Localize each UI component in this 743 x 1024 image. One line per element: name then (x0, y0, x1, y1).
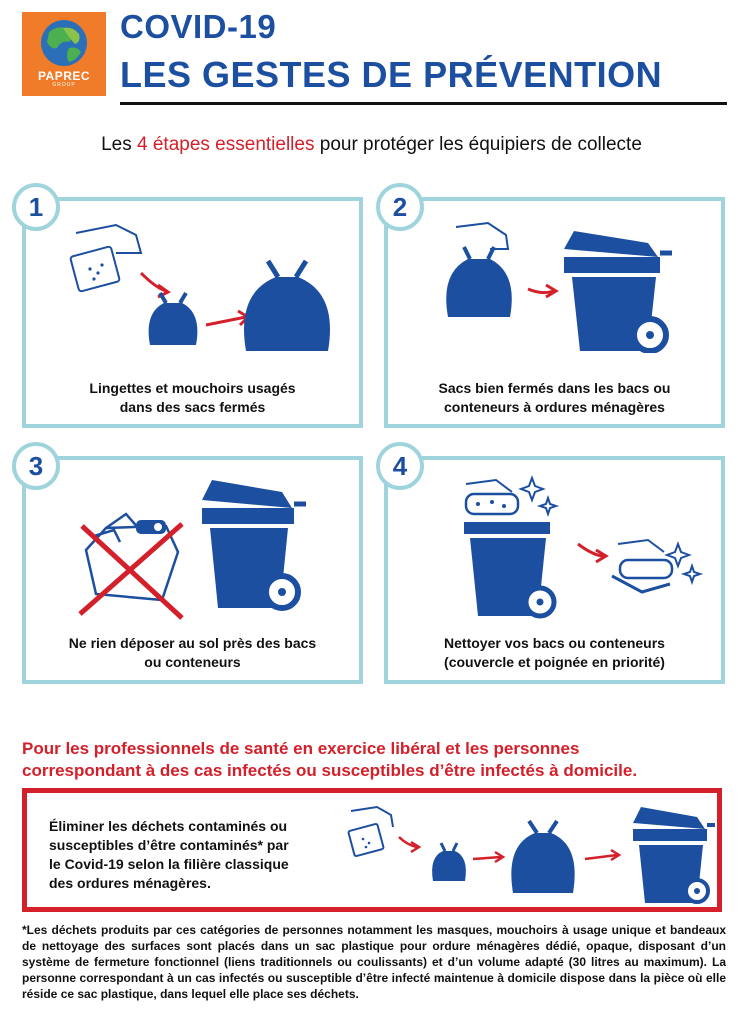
professionals-illustration (337, 797, 717, 909)
large-bag-icon (511, 821, 574, 893)
arrow-icon (141, 273, 168, 297)
professionals-heading-line2: correspondant à des cas infectés ou susceptibles d’être infectés à domicile. (22, 761, 638, 780)
arrow-icon (528, 285, 556, 297)
sparkle-icon (521, 478, 556, 514)
small-bag-icon (432, 843, 466, 881)
globe-icon (39, 18, 89, 68)
arrow-icon (399, 837, 419, 852)
hand-tissue-icon (348, 807, 393, 856)
trash-bin-icon (202, 480, 306, 608)
arrow-icon (473, 852, 503, 862)
step-3-number: 3 (12, 442, 60, 490)
large-bag-icon (244, 261, 330, 351)
step-1-illustration (46, 213, 346, 353)
step-2-panel (384, 197, 725, 428)
logo-sub: GROUP (52, 82, 76, 88)
step-4-panel (384, 456, 725, 684)
step-3-illustration (66, 470, 346, 620)
subtitle-highlight: 4 étapes essentielles (137, 134, 315, 155)
trash-bin-icon (464, 522, 554, 616)
sparkle-icon (667, 544, 700, 582)
arrow-icon (585, 850, 619, 860)
step-1-caption-line1: Lingettes et mouchoirs usagés (89, 380, 296, 396)
step-2-number: 2 (376, 183, 424, 231)
step-2-caption-line2: conteneurs à ordures ménagères (444, 399, 665, 415)
waste-pile-icon (86, 514, 178, 600)
professionals-text-line2: susceptibles d’être contaminés* par (49, 837, 289, 853)
small-bag-icon (149, 293, 198, 345)
step-2-illustration (428, 213, 708, 353)
professionals-text (49, 817, 329, 893)
small-bag-icon (446, 247, 512, 317)
arrow-icon (578, 544, 606, 562)
paprec-logo (22, 12, 106, 96)
step-4-caption-line1: Nettoyer vos bacs ou conteneurs (444, 635, 665, 651)
subtitle-suffix: pour protéger les équipiers de collecte (314, 134, 642, 155)
page-title-line1: COVID-19 (120, 8, 277, 45)
trash-bin-icon (633, 807, 715, 903)
step-4-illustration (408, 464, 708, 624)
trash-bin-icon (564, 231, 672, 351)
step-2-caption-line1: Sacs bien fermés dans les bacs ou (438, 380, 671, 396)
professionals-heading (22, 738, 722, 782)
subtitle-prefix: Les (101, 134, 138, 155)
subtitle (0, 134, 743, 156)
step-3-caption-line1: Ne rien déposer au sol près des bacs (68, 635, 317, 651)
professionals-box (22, 788, 722, 912)
professionals-text-line1: Éliminer les déchets contaminés ou (49, 818, 288, 834)
step-4-caption-line2: (couvercle et poignée en priorité) (444, 654, 665, 670)
step-3-panel (22, 456, 363, 684)
hand-sponge-icon (612, 540, 672, 592)
step-4-number: 4 (376, 442, 424, 490)
hand-tissue-icon (70, 225, 141, 292)
logo-name: PAPREC (37, 69, 91, 83)
arrow-icon (206, 311, 248, 325)
step-1-panel (22, 197, 363, 428)
step-3-caption-line2: ou conteneurs (144, 654, 241, 670)
professionals-heading-line1: Pour les professionnels de santé en exercice libéral et les personnes (22, 739, 580, 758)
footnote: *Les déchets produits par ces catégories de personnes notamment les masques, mouchoirs à usage unique et bandeaux de nettoyage des surfaces sont placés dans un sac plastique pour ordure ménagères dédié, opaque, disposant d’un système de fermeture fonctionnel (liens traditionnels ou coulissants) et d’un volume adapté (30 litres au maximum). La personne correspondant à un cas infectés ou susceptible d’être infecté maintenue à domicile dispose dans la pièce où elle réside ce sac plastique, dans lequel elle place ses déchets. (22, 923, 726, 1001)
professionals-text-line3: le Covid-19 selon la filière classique (49, 856, 289, 872)
step-1-caption-line2: dans des sacs fermés (119, 399, 266, 415)
sponge-icon (466, 480, 518, 514)
professionals-text-line4: des ordures ménagères. (49, 875, 211, 891)
hand-icon (456, 223, 508, 249)
step-1-number: 1 (12, 183, 60, 231)
page-title-line2: LES GESTES DE PRÉVENTION (120, 54, 663, 95)
header-divider (120, 102, 727, 105)
